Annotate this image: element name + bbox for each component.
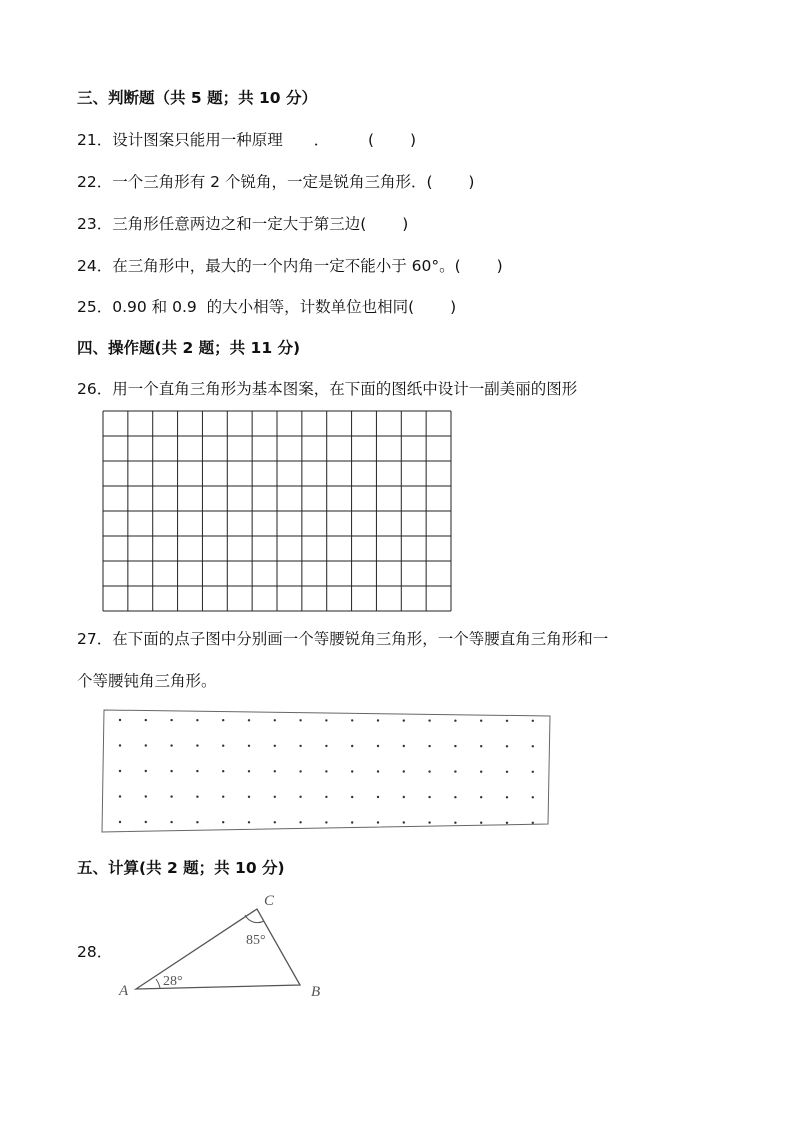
grid-dot (506, 822, 508, 824)
grid-dot (454, 822, 456, 824)
question-22: 22．一个三角形有 2 个锐角，一定是锐角三角形．( ) (77, 173, 475, 191)
grid-dot (222, 821, 224, 823)
question-25: 25．0.90 和 0.9 的大小相等，计数单位也相同( ) (77, 298, 457, 316)
grid-dot (170, 821, 172, 823)
grid-dot (170, 719, 172, 721)
grid-dot (454, 720, 456, 722)
section-4-heading: 四、操作题(共 2 题；共 11 分) (77, 339, 301, 357)
grid-dot (454, 796, 456, 798)
grid-dot (325, 719, 327, 721)
vertex-c-label: C (264, 893, 275, 909)
grid-dot (428, 745, 430, 747)
grid-dot (532, 720, 534, 722)
grid-dot (119, 821, 121, 823)
grid-dot (222, 745, 224, 747)
grid-dot (274, 770, 276, 772)
grid-dot (325, 745, 327, 747)
grid-dot (403, 796, 405, 798)
grid-dot (532, 822, 534, 824)
grid-dot (506, 771, 508, 773)
grid-dot (532, 745, 534, 747)
grid-dot (119, 744, 121, 746)
question-24: 24．在三角形中，最大的一个内角一定不能小于 60°。( ) (77, 257, 503, 275)
grid-dot (248, 770, 250, 772)
grid-dot (377, 821, 379, 823)
grid-dot (248, 719, 250, 721)
grid-dot (351, 719, 353, 721)
grid-dot (145, 795, 147, 797)
grid-dot (170, 795, 172, 797)
dot-paper (98, 708, 554, 836)
grid-dot (403, 770, 405, 772)
grid-dot (506, 796, 508, 798)
grid-dot (532, 771, 534, 773)
grid-dot (454, 745, 456, 747)
grid-dot (222, 719, 224, 721)
grid-dot (145, 719, 147, 721)
section-3-heading: 三、判断题（共 5 题；共 10 分） (77, 89, 317, 107)
section-5-heading: 五、计算(共 2 题；共 10 分) (77, 859, 285, 877)
grid-dot (170, 770, 172, 772)
question-27-line-1: 27．在下面的点子图中分别画一个等腰锐角三角形，一个等腰直角三角形和一 (77, 630, 609, 648)
grid-dot (377, 770, 379, 772)
grid-dot (480, 745, 482, 747)
grid-dot (299, 796, 301, 798)
question-23: 23．三角形任意两边之和一定大于第三边( ) (77, 215, 409, 233)
grid-dot (119, 770, 121, 772)
grid-dot (196, 744, 198, 746)
angle-a-arc (156, 979, 160, 988)
vertex-a-label: A (119, 983, 129, 999)
grid-dot (274, 821, 276, 823)
grid-dot (325, 821, 327, 823)
grid-dot (403, 719, 405, 721)
grid-dot (506, 720, 508, 722)
grid-dot (196, 770, 198, 772)
grid-dot (248, 745, 250, 747)
grid-dot (351, 821, 353, 823)
grid-dot (196, 821, 198, 823)
grid-dot (145, 770, 147, 772)
angle-c-label: 85° (246, 933, 266, 948)
grid-dot (377, 745, 379, 747)
grid-dot (119, 719, 121, 721)
grid-dot (274, 796, 276, 798)
grid-dot (248, 821, 250, 823)
grid-dot (299, 719, 301, 721)
grid-dot (274, 719, 276, 721)
grid-dot (532, 796, 534, 798)
grid-dot (145, 821, 147, 823)
grid-dot (325, 770, 327, 772)
grid-dot (480, 822, 482, 824)
triangle-abc (136, 909, 300, 989)
triangle-figure (112, 886, 342, 1006)
question-26: 26．用一个直角三角形为基本图案，在下面的图纸中设计一副美丽的图形 (77, 380, 578, 398)
grid-dot (428, 821, 430, 823)
grid-dot (351, 796, 353, 798)
grid-dot (170, 744, 172, 746)
grid-dot (403, 821, 405, 823)
grid-dot (119, 795, 121, 797)
grid-dot (428, 770, 430, 772)
grid-dot (351, 745, 353, 747)
grid-dot (480, 720, 482, 722)
grid-dot (506, 745, 508, 747)
grid-dot (196, 796, 198, 798)
grid-dot (403, 745, 405, 747)
grid-dot (299, 745, 301, 747)
grid-dot (145, 744, 147, 746)
grid-dot (325, 796, 327, 798)
grid-dot (222, 770, 224, 772)
grid-dot (248, 796, 250, 798)
question-27-line-2: 个等腰钝角三角形。 (77, 672, 217, 690)
grid-dot (428, 719, 430, 721)
grid-dot (274, 745, 276, 747)
grid-dot (351, 770, 353, 772)
grid-dot (377, 796, 379, 798)
grid-dot (480, 771, 482, 773)
grid-paper (102, 410, 452, 612)
grid-dot (428, 796, 430, 798)
grid-dot (299, 821, 301, 823)
question-21: 21．设计图案只能用一种原理 ． ( ) (77, 131, 416, 149)
grid-dot (480, 796, 482, 798)
grid-dot (377, 719, 379, 721)
grid-dot (454, 770, 456, 772)
question-28: 28． (77, 943, 113, 961)
grid-dot (196, 719, 198, 721)
angle-a-label: 28° (163, 974, 183, 989)
vertex-b-label: B (311, 984, 321, 1000)
grid-dot (222, 796, 224, 798)
grid-dot (299, 770, 301, 772)
